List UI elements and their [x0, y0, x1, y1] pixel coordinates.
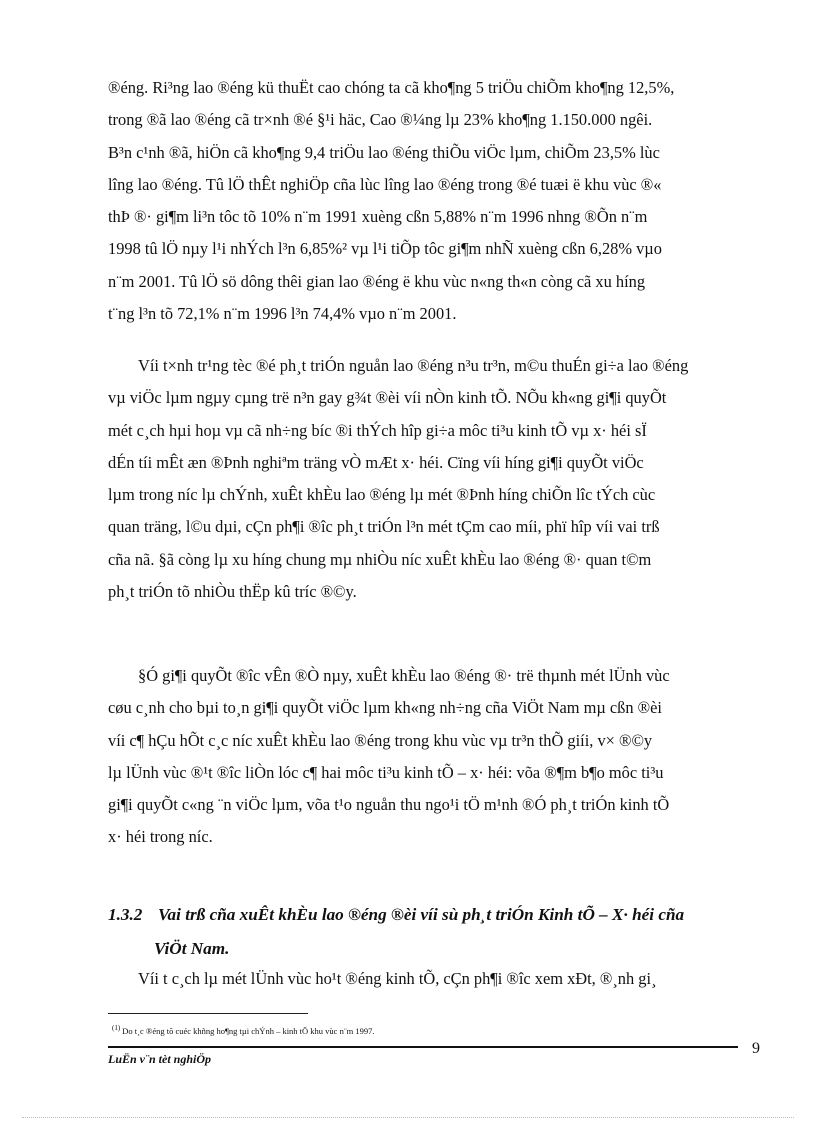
text-line: B³n c¹nh ®ã, hiÖn cã kho¶ng 9,4 triÖu lao ®éng thiÕu viÖc lµm, chiÕm 23,5% lùc	[108, 142, 660, 162]
footer-divider	[108, 1046, 738, 1048]
footnote-divider	[108, 1013, 308, 1014]
paragraph-role-intro	[108, 963, 762, 995]
text-line: lµ lÜnh vùc ®¹t ®îc liÒn lóc c¶ hai môc ti³u kinh tÕ – x· héi: võa ®¶m b¶o môc ti³u	[108, 762, 664, 782]
text-line: x· héi trong níc.	[108, 827, 213, 847]
text-line: §Ó gi¶i quyÕt ®îc vÊn ®Ò nµy, xuÊt khÈu lao ®éng ®· trë thµnh mét lÜnh vùc	[138, 666, 670, 685]
text-line: cøu c¸nh cho bµi to¸n gi¶i quyÕt viÖc lµm kh«ng nh÷ng cña ViÖt Nam mµ cßn ®èi	[108, 698, 662, 718]
text-line: Víi t×nh tr¹ng tèc ®é ph¸t triÓn nguån lao ®éng n³u tr³n, m©u thuÉn gi÷a lao ®éng	[138, 356, 689, 375]
text-line: trong ®ã lao ®éng cã tr×nh ®é §¹i häc, Cao ®¼ng lµ 23% kho¶ng 1.150.000 ngêi.	[108, 110, 653, 130]
text-line: 1998 tû lÖ nµy l¹i nhÝch l³n 6,85%² vµ l¹i tiÕp tôc gi¶m nhÑ xuèng cßn 6,28% vµo	[108, 239, 662, 259]
paragraph-labor-statistics	[108, 72, 762, 330]
paragraph-labor-contradiction	[108, 350, 762, 608]
text-line: víi c¶ hÇu hÕt c¸c níc xuÊt khÈu lao ®éng trong khu vùc vµ tr³n thÕ giíi, v× ®©y	[108, 730, 653, 750]
text-line: mét c¸ch hµi hoµ vµ cã nh÷ng bíc ®i thÝch hîp gi÷a môc ti³u kinh tÕ vµ x· héi sÏ	[108, 420, 647, 440]
text-line: quan träng, l©u dµi, cÇn ph¶i ®îc ph¸t triÓn l³n mét tÇm cao míi, phï hîp víi vai trß	[108, 517, 660, 537]
footnote-text: Do t¸c ®éng tõ cuéc khñng ho¶ng tµi chÝnh – kinh tÕ khu vùc n¨m 1997.	[122, 1025, 375, 1036]
footer-label: LuËn v¨n tèt nghiÖp	[108, 1052, 212, 1066]
footnote	[112, 1022, 375, 1037]
section-title-line-1: Vai trß cña xuÊt khÈu lao ®éng ®èi víi sù ph¸t triÓn Kinh tÕ – X· héi cña	[158, 905, 685, 924]
page-number: 9	[752, 1040, 760, 1057]
section-heading	[108, 898, 762, 966]
text-line: lµm trong níc lµ chÝnh, xuÊt khÈu lao ®éng lµ mét ®Þnh híng chiÕn lîc tÝch cùc	[108, 485, 656, 505]
text-line: t¨ng l³n tõ 72,1% n¨m 1996 l³n 74,4% vµo n¨m 2001.	[108, 304, 457, 324]
page-bottom-dotted-border	[22, 1117, 794, 1118]
text-line: n¨m 2001. Tû lÖ sö dông thêi gian lao ®éng ë khu vùc n«ng th«n còng cã xu híng	[108, 271, 646, 291]
text-line: lîng lao ®éng. Tû lÖ thÊt nghiÖp cña lùc lîng lao ®éng trong ®é tuæi ë khu vùc ®«	[108, 174, 662, 194]
text-line: ph¸t triÓn tõ nhiÒu thËp kû tríc ®©y.	[108, 582, 357, 602]
text-line: Víi t c¸ch lµ mét lÜnh vùc ho¹t ®éng kinh tÕ, cÇn ph¶i ®îc xem xÐt, ®¸nh gi¸	[138, 969, 657, 988]
text-line: ®éng. Ri³ng lao ®éng kü thuËt cao chóng ta cã kho¶ng 5 triÖu chiÕm kho¶ng 12,5%,	[108, 78, 675, 97]
paragraph-labor-export-solution	[108, 660, 762, 854]
text-line: cña nã. §ã còng lµ xu híng chung mµ nhiÒu níc xuÊt khÈu lao ®éng ®· quan t©m	[108, 549, 652, 569]
section-number: 1.3.2	[108, 905, 143, 924]
section-title-line-2: ViÖt Nam.	[154, 939, 230, 958]
text-line: thÞ ®· gi¶m li³n tôc tõ 10% n¨m 1991 xuèng cßn 5,88% n¨m 1996 nhng ®Õn n¨m	[108, 207, 648, 227]
footnote-marker: (1)	[112, 1024, 121, 1032]
text-line: gi¶i quyÕt c«ng ¨n viÖc lµm, võa t¹o nguån thu ngo¹i tÖ m¹nh ®Ó ph¸t triÓn kinh tÕ	[108, 795, 670, 815]
text-line: vµ viÖc lµm ngµy cµng trë n³n gay g¾t ®èi víi nÒn kinh tÕ. NÕu kh«ng gi¶i quyÕt	[108, 388, 667, 408]
text-line: dÉn tíi mÊt æn ®Þnh nghiªm träng vÒ mÆt x· héi. Cïng víi híng gi¶i quyÕt viÖc	[108, 452, 644, 472]
